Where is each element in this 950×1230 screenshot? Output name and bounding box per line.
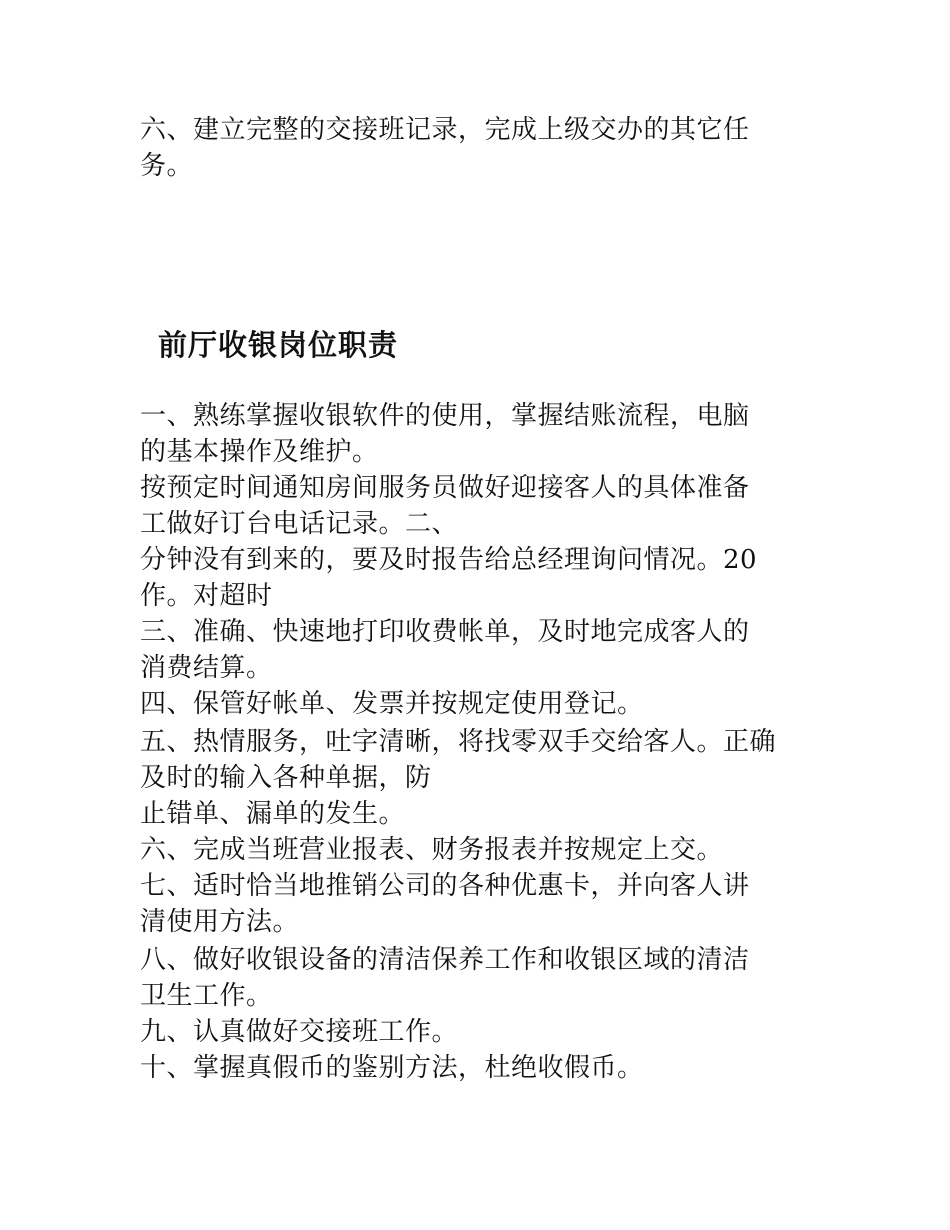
text-line: 五、热情服务，吐字清晰，将找零双手交给客人。正确	[140, 727, 777, 757]
text-line: 消费结算。	[140, 653, 273, 683]
text-line: 六、建立完整的交接班记录，完成上级交办的其它任	[140, 115, 750, 145]
text-line: 四、保管好帐单、发票并按规定使用登记。	[140, 689, 644, 719]
text-line: 及时的输入各种单据，防	[140, 763, 432, 793]
text-line: 九、认真做好交接班工作。	[140, 1017, 459, 1047]
text-line: 作。对超时	[140, 581, 273, 611]
text-line: 一、熟练掌握收银软件的使用，掌握结账流程，电脑	[140, 401, 750, 431]
section-heading: 前厅收银岗位职责	[158, 328, 399, 362]
text-line: 的基本操作及维护。	[140, 437, 379, 467]
text-line: 八、做好收银设备的清洁保养工作和收银区域的清洁	[140, 945, 750, 975]
text-line: 六、完成当班营业报表、财务报表并按规定上交。	[140, 835, 724, 865]
text-line: 工做好订台电话记录。二、	[140, 509, 459, 539]
text-line: 务。	[140, 151, 194, 181]
text-line: 卫生工作。	[140, 981, 273, 1011]
text-line: 十、掌握真假币的鉴别方法，杜绝收假币。	[140, 1053, 644, 1083]
text-line: 分钟没有到来的，要及时报告给总经理询问情况。20	[140, 545, 758, 575]
text-line: 清使用方法。	[140, 907, 300, 937]
text-line: 止错单、漏单的发生。	[140, 799, 406, 829]
text-line: 七、适时恰当地推销公司的各种优惠卡，并向客人讲	[140, 871, 750, 901]
text-line: 三、准确、快速地打印收费帐单，及时地完成客人的	[140, 617, 750, 647]
text-line: 按预定时间通知房间服务员做好迎接客人的具体准备	[140, 473, 750, 503]
